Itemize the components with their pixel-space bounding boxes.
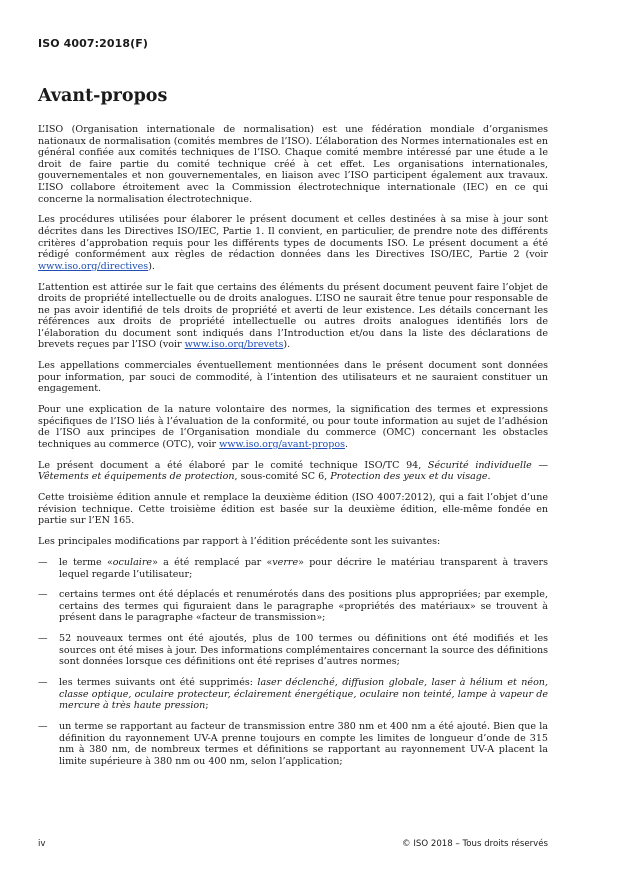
list-item: — les termes suivants ont été supprimés: laser déclenché, diffusion globale, laser à hélium et néon, classe optique, oculaire protecteur, éclairement énergétique, oculaire non teinté, lampe à vapeur de mercure à très haute pression; [38,677,548,712]
list-dash: — [38,633,48,645]
patents-link[interactable]: www.iso.org/brevets [184,339,284,351]
document-page [38,0,548,876]
page-number: iv [38,839,46,849]
document-header: ISO 4007:2018(F) [38,37,148,50]
list-item: — certains termes ont été déplacés et renumérotés dans des positions plus appropriées; par exemple, certains des termes qui figuraient dans le paragraphe «propriétés des matériaux» se trouvent à présent dans le paragraphe «facteur de transmission»; [38,589,548,624]
directives-link[interactable]: www.iso.org/directives [38,260,149,272]
list-dash: — [38,556,48,568]
paragraph-changes-intro: Les principales modifications par rapport à l’édition précédente sont les suivantes: [38,536,441,548]
paragraph-trade-names: Les appellations commerciales éventuellement mentionnées dans le présent document sont données pour information, par souci de commodité, à l’intention des utilisateurs et ne sauraient constituer un engagement. [38,360,548,395]
changes-list [38,557,548,768]
foreword-link[interactable]: www.iso.org/avant-propos [219,439,345,450]
list-item: — un terme se rapportant au facteur de transmission entre 380 nm et 400 nm a été ajouté. Bien que la définition du rayonnement UV-A prenne toujours en compte les limites de longueur d’onde de 315 nm à 380 nm, de nombreux termes et définitions se rapportant au rayonnement UV-A placent la limite supérieure à 380 nm ou 400 nm, selon l’application; [38,721,548,767]
paragraph-patents: L’attention est attirée sur le fait que certains des éléments du présent document peuvent faire l’objet de droits de propriété intellectuelle ou de droits analogues. L’ISO ne saurait être tenue pour responsable de ne pas avoir identifié de tels droits de propriété et averti de leur existence. Les détails concernant les références aux droits de propriété intellectuelle ou autres droits analogues identifiés lors de l’élaboration du document sont indiqués dans l’Introduction et/ou dans la liste des déclarations de brevets reçues par l’ISO (voir www.iso.org/brevets). [38,281,548,351]
document-body [38,124,548,777]
paragraph-procedures: Les procédures utilisées pour élaborer le présent document et celles destinées à sa mise à jour sont décrites dans les Directives ISO/IEC, Partie 1. Il convient, en particulier, de prendre note des différents critères d’approbation requis pour les différents types de documents ISO. Le présent document a été rédigé conformément aux règles de rédaction données dans les Directives ISO/IEC, Partie 2 (voir www.iso.org/directives). [38,214,548,272]
list-dash: — [38,677,48,689]
paragraph-edition: Cette troisième édition annule et remplace la deuxième édition (ISO 4007:2012), qui a fait l’objet d’une révision technique. Cette troisième édition est basée sur la deuxième édition, elle-même fondée en partie sur l’EN 165. [38,492,548,527]
section-title: Avant-propos [38,86,168,106]
copyright-notice: © ISO 2018 – Tous droits réservés [402,839,548,849]
list-item: — 52 nouveaux termes ont été ajoutés, plus de 100 termes ou définitions ont été modifiés et les sources ont été mises à jour. Des informations complémentaires concernant la source des définitions sont données lorsque ces définitions ont été reprises d’autres normes; [38,633,548,668]
list-item: — le terme «oculaire» a été remplacé par «verre» pour décrire le matériau transparent à travers lequel regarde l’utilisateur; [38,556,548,580]
paragraph-committee: Le présent document a été élaboré par le comité technique ISO/TC 94, Sécurité individuelle — Vêtements et équipements de protection, sous-comité SC 6, Protection des yeux et du visage. [38,459,548,483]
list-dash: — [38,589,48,601]
list-dash: — [38,721,48,733]
paragraph-voluntary-nature: Pour une explication de la nature volontaire des normes, la signification des termes et expressions spécifiques de l’ISO liés à l’évaluation de la conformité, ou pour toute information au sujet de l’adhésion de l’ISO aux principes de l’Organisation mondiale du commerce (OMC) concernant les obstacles techniques au commerce (OTC), voir www.iso.org/avant-propos. [38,404,548,450]
paragraph-iso-intro: L’ISO (Organisation internationale de normalisation) est une fédération mondiale d’organismes nationaux de normalisation (comités membres de l’ISO). L’élaboration des Normes internationales est en général confiée aux comités techniques de l’ISO. Chaque comité membre intéressé par une étude a le droit de faire partie du comité technique créé à cet effet. Les organisations internationales, gouvernementales et non gouvernementales, en liaison avec l’ISO participent également aux travaux. L’ISO collabore étroitement avec la Commission électrotechnique internationale (IEC) en ce qui concerne la normalisation électrotechnique. [38,124,548,205]
